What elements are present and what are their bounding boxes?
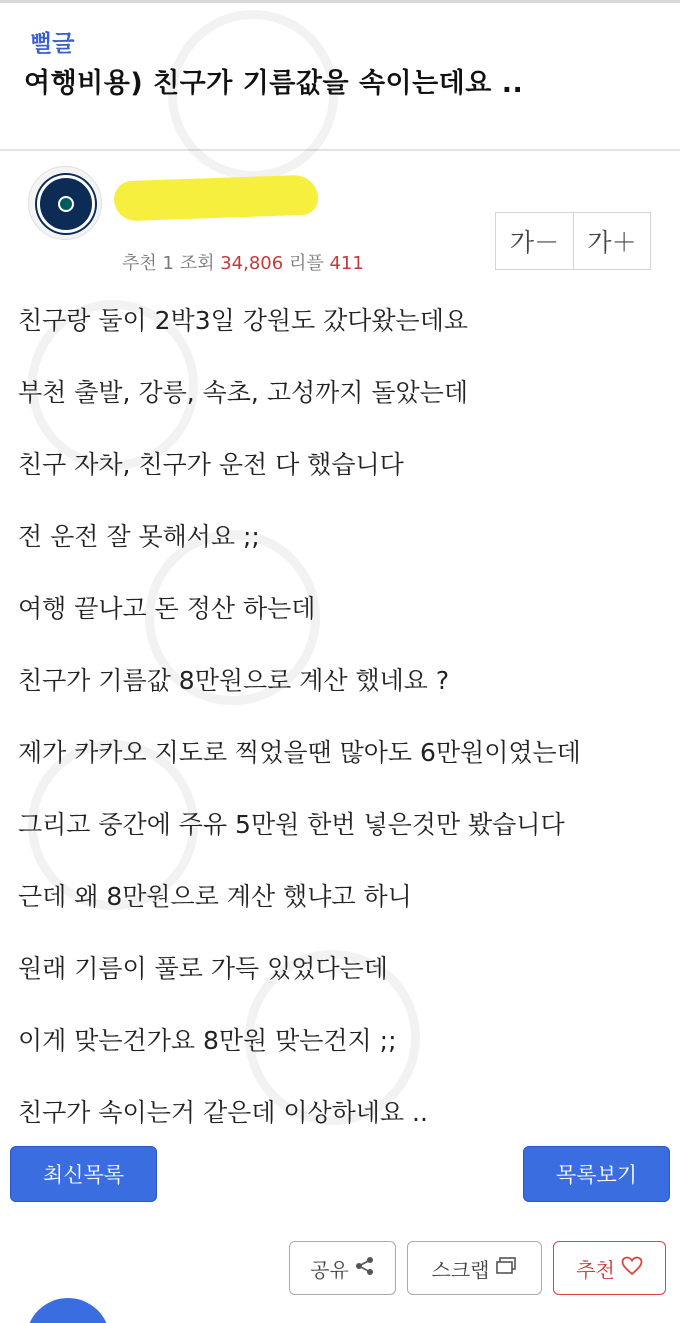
replies-count: 411 bbox=[329, 253, 364, 274]
body-line: 그리고 중간에 주유 5만원 한번 넣은것만 봤습니다 bbox=[18, 810, 565, 839]
replies-label: 리플 bbox=[288, 253, 324, 274]
font-increase-button[interactable]: 가＋ bbox=[573, 213, 650, 269]
body-line: 이게 맞는건가요 8만원 맞는건지 ;; bbox=[18, 1026, 397, 1055]
body-line: 친구가 속이는거 같은데 이상하네요 .. bbox=[18, 1098, 428, 1127]
recommend-count: 1 bbox=[162, 253, 174, 274]
body-line: 친구 자차, 친구가 운전 다 했습니다 bbox=[18, 450, 404, 479]
post-stats bbox=[122, 249, 364, 275]
author-nickname-redacted bbox=[113, 174, 318, 221]
author-avatar[interactable] bbox=[28, 166, 102, 240]
recommend-label: 추천 bbox=[122, 253, 157, 274]
mariners-logo-icon bbox=[37, 175, 95, 233]
share-label: 공유 bbox=[310, 1257, 349, 1282]
post-header bbox=[0, 3, 680, 149]
recommend-label: 추천 bbox=[576, 1257, 615, 1282]
floating-action-button[interactable] bbox=[26, 1298, 110, 1323]
body-line: 친구가 기름값 8만원으로 계산 했네요 ? bbox=[18, 666, 450, 695]
post-category[interactable]: 뻘글 bbox=[30, 31, 75, 57]
views-label: 조회 bbox=[179, 253, 215, 274]
latest-list-button[interactable]: 최신목록 bbox=[10, 1146, 157, 1202]
logo-compass-center bbox=[58, 196, 74, 212]
body-line: 전 운전 잘 못해서요 ;; bbox=[18, 522, 260, 551]
body-line: 근데 왜 8만원으로 계산 했냐고 하니 bbox=[18, 882, 412, 911]
font-size-controls bbox=[495, 212, 651, 270]
scrap-icon bbox=[495, 1256, 517, 1281]
recommend-button[interactable] bbox=[553, 1241, 666, 1295]
heart-icon bbox=[621, 1256, 643, 1281]
body-line: 여행 끝나고 돈 정산 하는데 bbox=[18, 594, 316, 623]
font-decrease-button[interactable]: 가－ bbox=[509, 228, 560, 257]
post-body bbox=[18, 297, 668, 1161]
body-line: 원래 기름이 풀로 가득 있었다는데 bbox=[18, 954, 388, 983]
view-list-button[interactable]: 목록보기 bbox=[523, 1146, 670, 1202]
post-title: 여행비용) 친구가 기름값을 속이는데요 .. bbox=[24, 68, 524, 99]
share-icon bbox=[355, 1256, 375, 1281]
body-line: 제가 카카오 지도로 찍었을땐 많아도 6만원이였는데 bbox=[18, 738, 581, 767]
share-button[interactable] bbox=[289, 1241, 396, 1295]
body-line: 부천 출발, 강릉, 속초, 고성까지 돌았는데 bbox=[18, 378, 468, 407]
scrap-label: 스크랩 bbox=[431, 1257, 490, 1282]
body-line: 친구랑 둘이 2박3일 강원도 갔다왔는데요 bbox=[18, 306, 468, 335]
views-count: 34,806 bbox=[220, 253, 284, 274]
header-divider bbox=[0, 149, 680, 151]
scrap-button[interactable] bbox=[407, 1241, 542, 1295]
